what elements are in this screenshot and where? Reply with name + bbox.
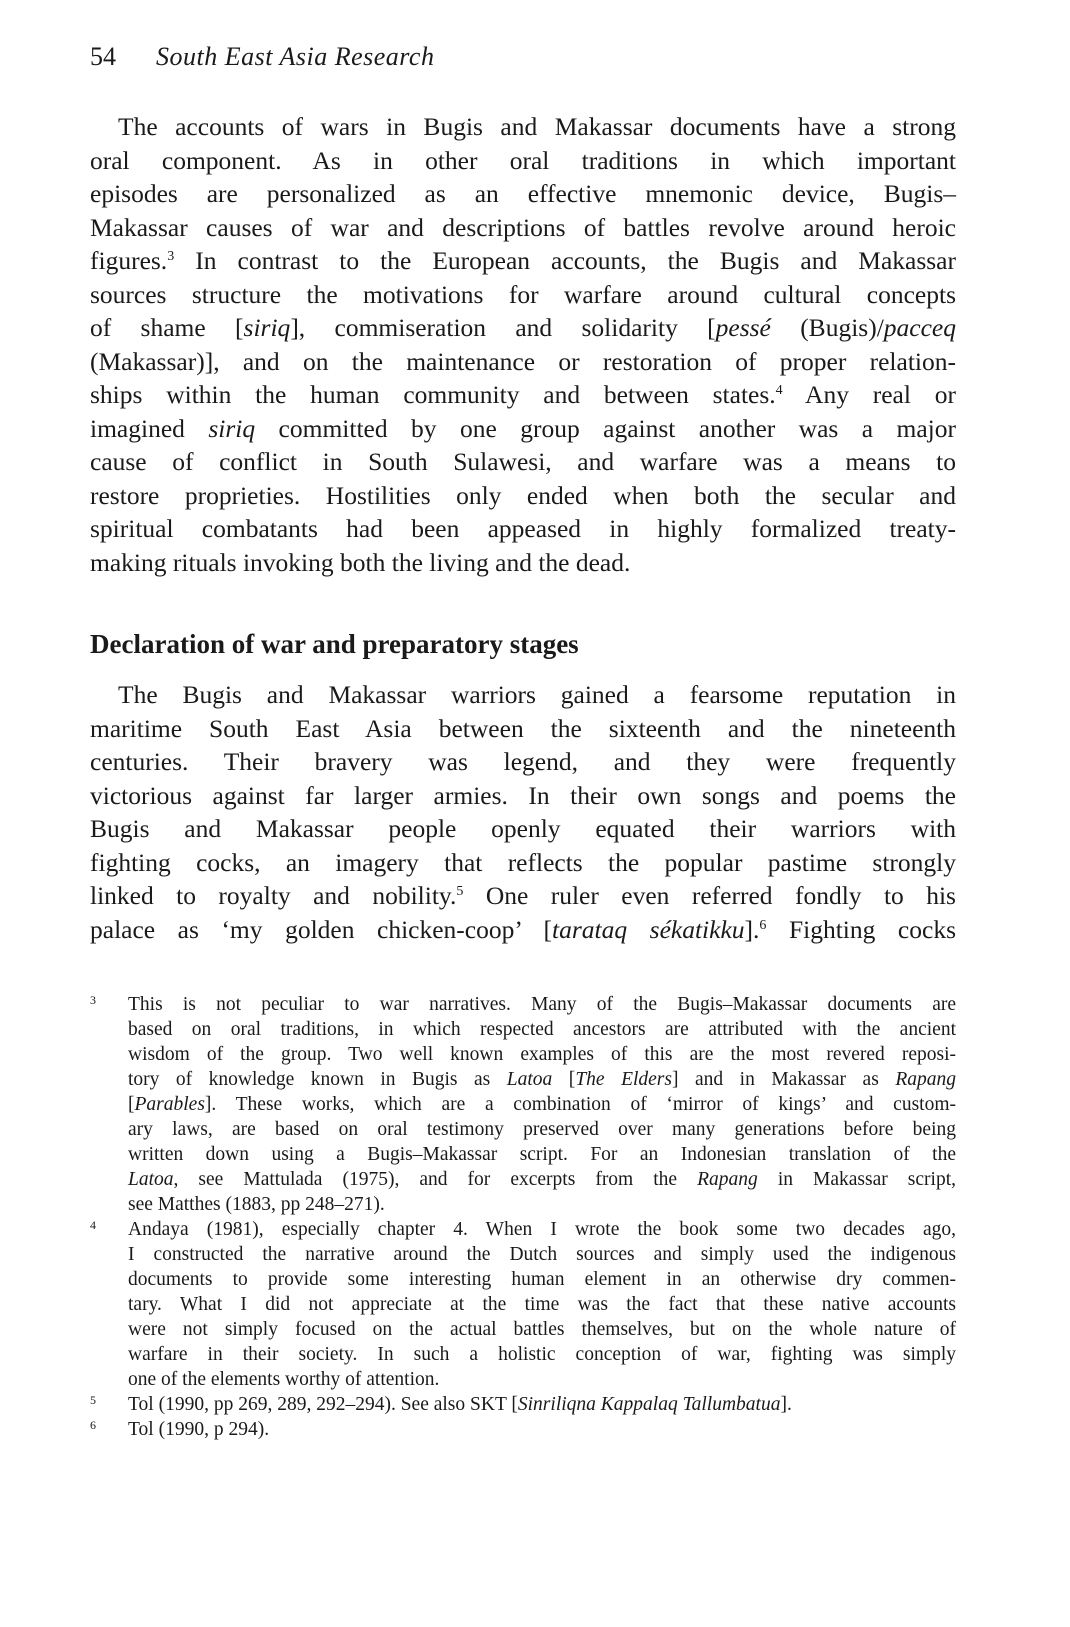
footnote-line: based on oral traditions, in which respected ancestors are attributed with the ancient: [128, 1019, 956, 1040]
text-line: sources structure the motivations for warfare around cultural concepts: [90, 279, 956, 309]
italic-term: Latoa: [506, 1069, 553, 1090]
footnote-line: documents to provide some interesting human element in an otherwise dry commen-: [128, 1269, 956, 1290]
footnote-line: Andaya (1981), especially chapter 4. When I wrote the book some two decades ago,: [128, 1219, 956, 1240]
footnote-6: [90, 1417, 956, 1442]
footnote-line: see Matthes (1883, pp 248–271).: [128, 1194, 385, 1215]
footnote-number: 5: [90, 1393, 96, 1407]
italic-term: Rapang: [697, 1169, 758, 1190]
text-line: Bugis and Makassar people openly equated their warriors with: [90, 814, 956, 843]
running-head: [90, 40, 434, 74]
text-line: maritime South East Asia between the sixteenth and the nineteenth: [90, 713, 956, 743]
footnote-line: Tol (1990, pp 269, 289, 292–294). See also SKT [Sinriliqna Kappalaq Tallumbatua].: [128, 1394, 792, 1415]
footnote-ref[interactable]: 3: [167, 249, 175, 264]
text-line: figures.$^3$ In contrast to the European accounts, the Bugis and Makassar: [90, 246, 956, 275]
footnote-line: written down using a Bugis–Makassar script. For an Indonesian translation of the: [128, 1144, 956, 1165]
footnote-number: 4: [90, 1218, 96, 1232]
italic-term: siriq: [243, 313, 291, 342]
section-heading: Declaration of war and preparatory stages: [90, 629, 579, 659]
text-line: making rituals invoking both the living and the dead.: [90, 547, 631, 577]
text-line: ships within the human community and between states.$^4$ Any real or: [90, 380, 956, 409]
footnote-ref[interactable]: 6: [759, 917, 767, 933]
footnote-ref[interactable]: 4: [775, 383, 783, 398]
footnote-3: [90, 992, 956, 1217]
footnote-line: tary. What I did not appreciate at the time was the fact that these native accounts: [128, 1294, 956, 1315]
footnote-number: 6: [90, 1418, 96, 1432]
journal-title: South East Asia Research: [156, 42, 435, 71]
footnote-number: 3: [90, 993, 96, 1007]
footnote-line: one of the elements worthy of attention.: [128, 1369, 440, 1390]
footnote-line: Latoa, see Mattulada (1975), and for excerpts from the Rapang in Makassar script,: [128, 1169, 956, 1190]
text-line: episodes are personalized as an effective mnemonic device, Bugis–: [90, 179, 956, 208]
italic-term: Sinriliqna Kappalaq Tallumbatua: [517, 1394, 781, 1415]
text-line: centuries. Their bravery was legend, and they were frequently: [90, 747, 956, 776]
text-line: fighting cocks, an imagery that reflects the popular pastime strongly: [90, 847, 956, 877]
italic-term: siriq: [208, 413, 256, 443]
text-line: palace as ‘my golden chicken-coop’ [tarataq sékatikku].$^6$ Fighting cocks: [90, 914, 956, 944]
footnote-line: were not simply focused on the actual battles themselves, but on the whole nature of: [128, 1319, 956, 1340]
footnote-line: tory of knowledge known in Bugis as Latoa [The Elders] and in Makassar as Rapang: [128, 1069, 956, 1090]
footnote-line: This is not peculiar to war narratives. Many of the Bugis–Makassar documents are: [128, 994, 956, 1015]
italic-term: Latoa: [128, 1169, 174, 1190]
italic-term: tarataq sékatikku: [552, 914, 745, 944]
text-line: restore proprieties. Hostilities only ended when both the secular and: [90, 480, 956, 510]
text-line: The Bugis and Makassar warriors gained a fearsome reputation in: [118, 680, 956, 709]
text-line: spiritual combatants had been appeased in highly formalized treaty-: [90, 514, 956, 543]
text-line: cause of conflict in South Sulawesi, and warfare was a means to: [90, 447, 956, 476]
text-line: Makassar causes of war and descriptions of battles revolve around heroic: [90, 212, 956, 242]
text-line: The accounts of wars in Bugis and Makassar documents have a strong: [118, 112, 956, 141]
body-paragraph-1: [90, 110, 956, 579]
footnote-line: warfare in their society. In such a holistic conception of war, fighting was simply: [128, 1344, 956, 1365]
italic-term: Rapang: [895, 1069, 956, 1090]
text-line: imagined siriq committed by one group against another was a major: [90, 413, 956, 443]
footnote-line: ary laws, are based on oral testimony preserved over many generations before being: [128, 1119, 956, 1140]
footnote-line: I constructed the narrative around the Dutch sources and simply used the indigenous: [128, 1244, 956, 1265]
page-number: 54: [90, 42, 116, 71]
text-line: (Makassar)], and on the maintenance or restoration of proper relation-: [90, 346, 956, 376]
footnote-4: [90, 1217, 956, 1392]
body-paragraph-2: [90, 678, 956, 946]
italic-term: pessé: [715, 313, 771, 342]
text-line: oral component. As in other oral traditions in which important: [90, 145, 956, 175]
text-line: of shame [siriq], commiseration and solidarity [pessé (Bugis)/pacceq: [90, 313, 956, 342]
footnote-line: Tol (1990, p 294).: [128, 1419, 270, 1440]
italic-term: Parables: [134, 1094, 205, 1115]
footnote-line: [Parables]. These works, which are a combination of ‘mirror of kings’ and custom-: [128, 1094, 956, 1115]
text-line: victorious against far larger armies. In their own songs and poems the: [90, 780, 956, 810]
text-line: linked to royalty and nobility.$^5$ One ruler even referred fondly to his: [90, 881, 956, 910]
footnote-5: [90, 1392, 956, 1417]
italic-term: pacceq: [883, 313, 956, 342]
footnote-ref[interactable]: 5: [456, 884, 464, 899]
footnotes: [90, 992, 956, 1442]
footnote-line: wisdom of the group. Two well known examples of this are the most revered reposi-: [128, 1044, 956, 1065]
italic-term: The Elders: [575, 1069, 672, 1090]
